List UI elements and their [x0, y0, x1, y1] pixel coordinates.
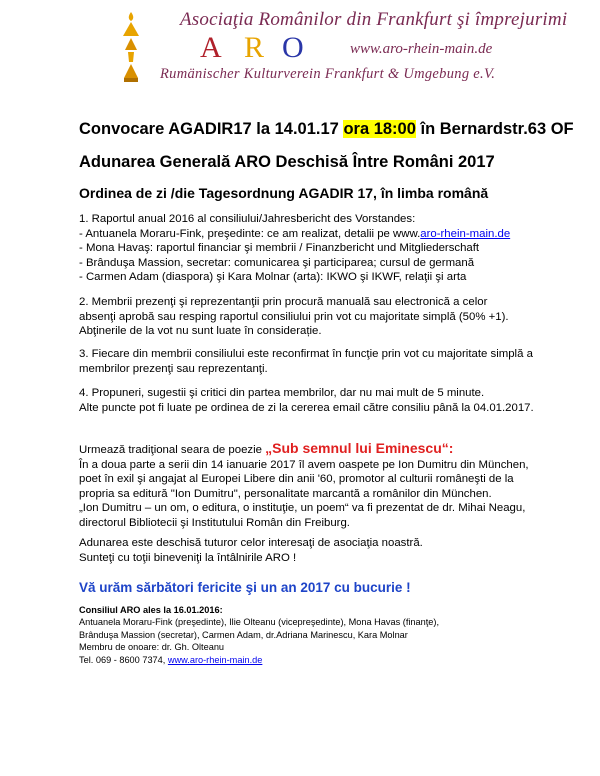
- aro-letter-a: A: [200, 31, 222, 64]
- invite-line: Adunarea este deschisă tuturor celor interesaţi de asociaţia noastră.: [79, 537, 423, 549]
- title-time-highlight: ora 18:00: [343, 120, 416, 138]
- website-link[interactable]: aro-rhein-main.de: [420, 227, 511, 240]
- agenda-item-4: [79, 386, 534, 415]
- candle-logo-icon: [120, 10, 142, 84]
- title-part-2: în Bernardstr.63 OF: [415, 120, 574, 138]
- poetry-line: [79, 441, 529, 458]
- letterhead: [0, 0, 600, 95]
- agenda-item-2: [79, 295, 509, 339]
- aro-letter-o: O: [282, 31, 304, 64]
- invitation: [79, 536, 423, 565]
- poetry-line: poet în exil şi angajat al Europei Libere din anii '60, promotor al culturii româneşti de la: [79, 473, 514, 485]
- agenda-item-1: [79, 212, 510, 285]
- holiday-wish: Vă urăm sărbători fericite şi un an 2017 cu bucurie !: [79, 580, 411, 595]
- poetry-intro: Urmează tradiţional seara de poezie: [79, 444, 266, 456]
- item2-line: Abţinerile de la vot nu sunt luate în considerație.: [79, 325, 322, 337]
- agenda-item-3: [79, 347, 533, 376]
- poetry-line: În a doua parte a serii din 14 ianuarie 2017 îl avem oaspete pe Ion Dumitru din München,: [79, 458, 529, 471]
- poetry-title: „Sub semnul lui Eminescu“:: [265, 440, 454, 456]
- item1-line: - Carmen Adam (diaspora) şi Kara Molnar (arta): IKWO şi IKWF, relaţii şi arta: [79, 271, 467, 283]
- poetry-evening: [79, 441, 529, 530]
- poetry-line: directorul Bibliotecii şi Institutului Român din Freiburg.: [79, 516, 350, 529]
- council-contact: [79, 654, 439, 666]
- item3-line: membrilor prezenţi sau reprezentanţi.: [79, 362, 268, 375]
- item2-line: absenţi aprobă sau resping raportul consiliului prin vot cu majoritate simplă (50% +1).: [79, 310, 509, 323]
- council-line: Brânduşa Massion (secretar), Carmen Adam, dr.Adriana Marinescu, Kara Molnar: [79, 629, 408, 640]
- association-german-name: Rumänischer Kulturverein Frankfurt & Umgebung e.V.: [160, 66, 496, 82]
- phone-number: Tel. 069 - 8600 7374,: [79, 654, 168, 665]
- association-name: Asociaţia Românilor din Frankfurt şi împrejurimi: [180, 9, 568, 30]
- title-part-1: Convocare AGADIR17 la 14.01.17: [79, 120, 344, 138]
- invite-line: Sunteţi cu toţii bineveniţi la întâlnirile ARO !: [79, 551, 297, 564]
- item4-line: 4. Propuneri, sugestii şi critici din partea membrilor, dar nu mai mult de 5 minute.: [79, 387, 485, 399]
- council-block: [79, 604, 439, 666]
- agenda-heading: Ordinea de zi /die Tagesordnung AGADIR 17, în limba română: [79, 185, 489, 201]
- item4-line: Alte puncte pot fi luate pe ordinea de zi la cererea email către consiliu până la 04.01.2017.: [79, 401, 534, 414]
- poetry-line: propria sa editură "Ion Dumitru", personalitate marcantă a românilor din München.: [79, 487, 492, 500]
- poetry-line: „Ion Dumitru – un om, o editura, o instituţie, un poem“ va fi prezentat de dr. Mihai Neagu,: [79, 502, 526, 514]
- council-line: Membru de onoare: dr. Gh. Olteanu: [79, 642, 225, 653]
- item2-line: 2. Membrii prezenţi şi reprezentanţii prin procură manuală sau electronică a celor: [79, 296, 488, 308]
- item1-line: [79, 227, 510, 242]
- item1-line: - Brânduşa Massion, secretar: comunicarea şi participarea; cursul de germană: [79, 256, 475, 269]
- council-website-link[interactable]: www.aro-rhein-main.de: [167, 654, 263, 665]
- meeting-subtitle: Adunarea Generală ARO Deschisă Între Români 2017: [79, 153, 495, 171]
- meeting-title: [79, 120, 574, 139]
- item3-line: 3. Fiecare din membrii consiliului este reconfirmat în funcţie prin vot cu majoritate simplă a: [79, 348, 533, 360]
- council-title: Consiliul ARO ales la 16.01.2016:: [79, 605, 223, 615]
- item1-text: - Antuanela Moraru-Fink, preşedinte: ce am realizat, detalii pe www.: [79, 227, 421, 240]
- item1-line: 1. Raportul anual 2016 al consiliului/Jahresbericht des Vorstandes:: [79, 213, 416, 225]
- aro-letter-r: R: [244, 31, 265, 64]
- item1-line: - Mona Havaş: raportul financiar şi membrii / Finanzbericht und Mitgliederschaft: [79, 242, 480, 254]
- header-website: www.aro-rhein-main.de: [350, 41, 493, 57]
- council-line: Antuanela Moraru-Fink (preşedinte), Ilie Olteanu (vicepreşedinte), Mona Havas (finanţe),: [79, 617, 440, 628]
